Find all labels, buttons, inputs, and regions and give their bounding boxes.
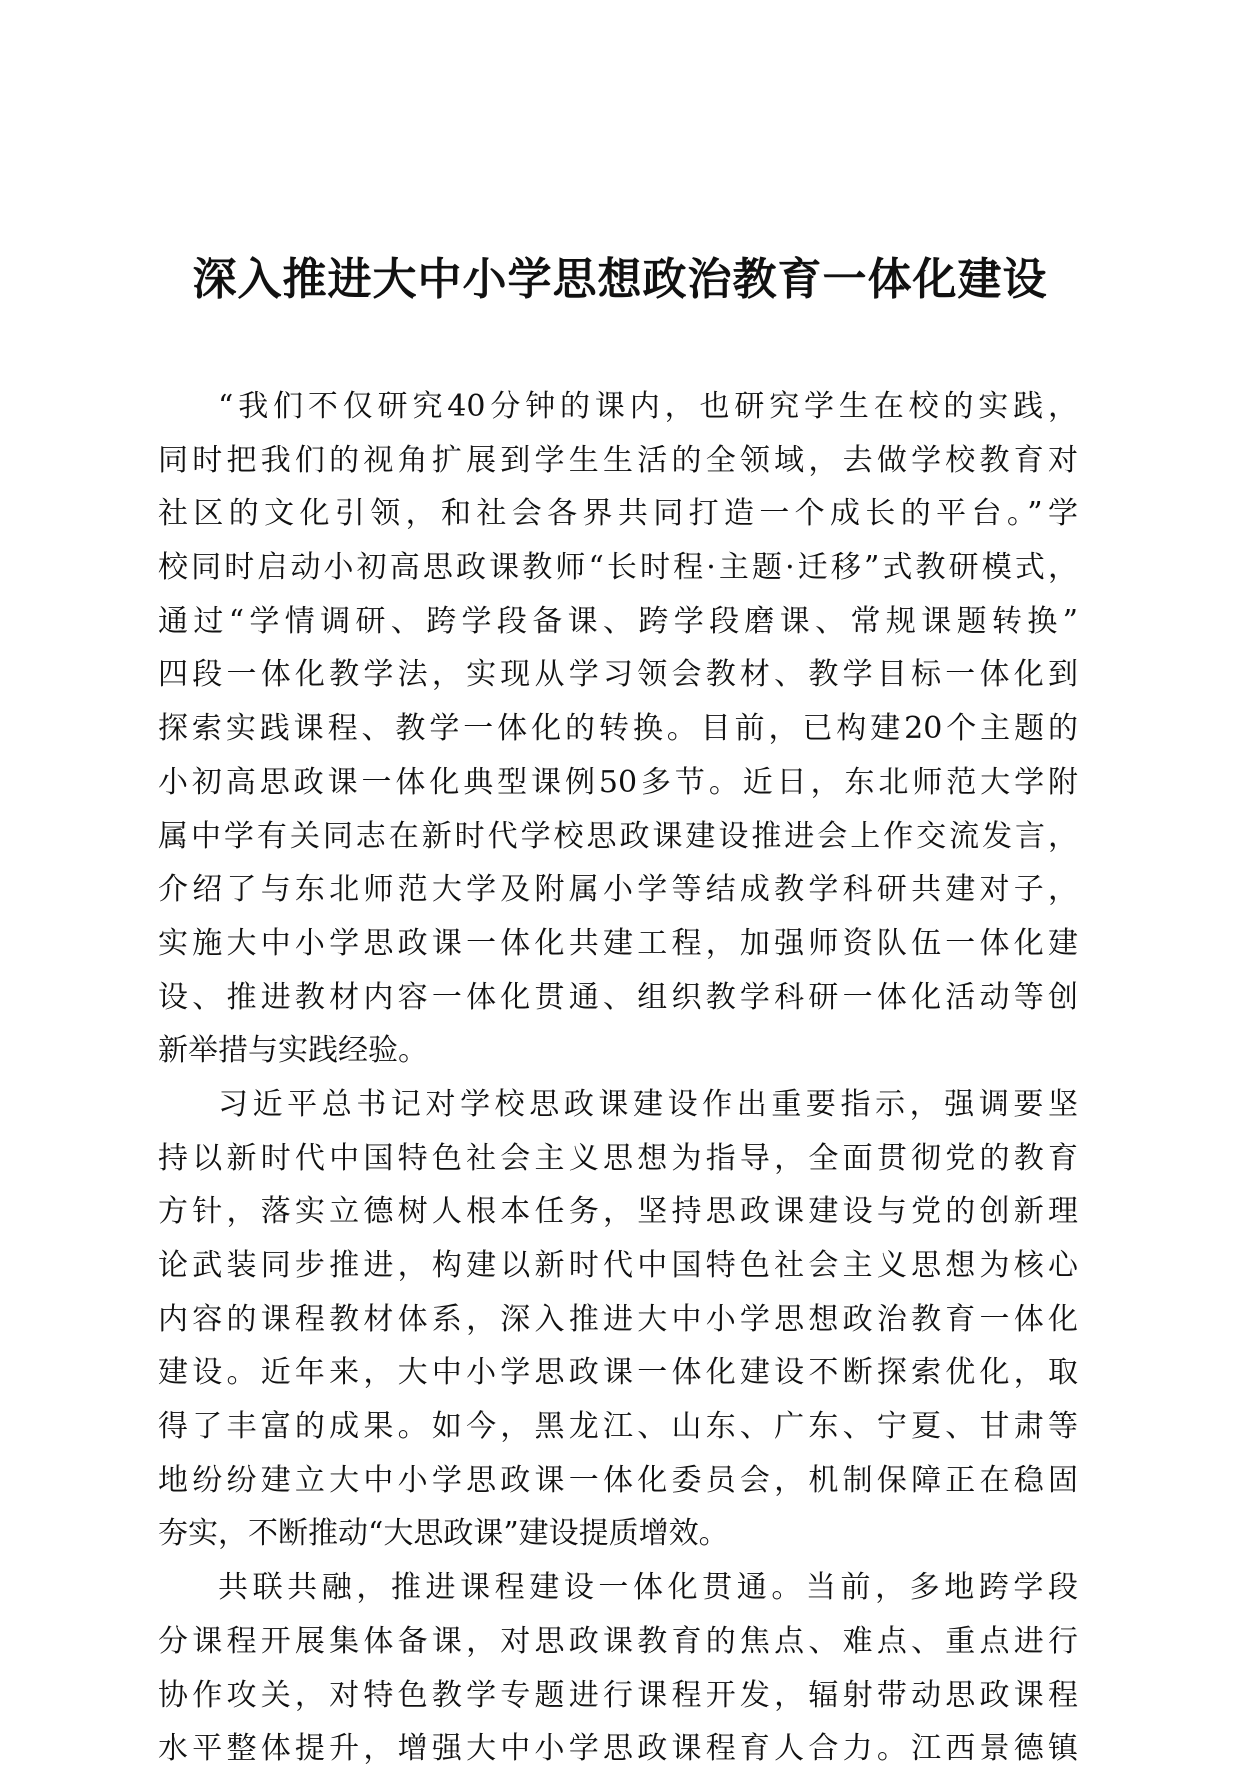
text-line: 属中学有关同志在新时代学校思政课建设推进会上作交流发言， (158, 818, 1078, 854)
text-line: 内容的课程教材体系，深入推进大中小学思想政治教育一体化 (158, 1301, 1078, 1337)
text-line: 通过“学情调研、跨学段备课、跨学段磨课、常规课题转换” (158, 603, 1078, 639)
text-line: 共联共融，推进课程建设一体化贯通。当前，多地跨学段 (218, 1570, 1078, 1606)
text-line: 四段一体化教学法，实现从学习领会教材、教学目标一体化到 (158, 657, 1078, 693)
text-line: 持以新时代中国特色社会主义思想为指导，全面贯彻党的教育 (158, 1140, 1078, 1176)
text-line: 夯实，不断推动“大思政课”建设提质增效。 (158, 1516, 729, 1552)
text-line: “我们不仅研究40分钟的课内，也研究学生在校的实践， (218, 389, 1078, 424)
text-line: 论武装同步推进，构建以新时代中国特色社会主义思想为核心 (158, 1248, 1078, 1283)
text-line: 探索实践课程、教学一体化的转换。目前，已构建20个主题的 (158, 711, 1078, 747)
text-line: 水平整体提升，增强大中小学思政课程育人合力。江西景德镇 (158, 1731, 1078, 1767)
text-line: 实施大中小学思政课一体化共建工程，加强师资队伍一体化建 (158, 925, 1078, 961)
text-line: 新举措与实践经验。 (158, 1033, 428, 1069)
text-line: 得了丰富的成果。如今，黑龙江、山东、广东、宁夏、甘肃等 (158, 1409, 1078, 1445)
text-line: 设、推进教材内容一体化贯通、组织教学科研一体化活动等创 (158, 979, 1078, 1015)
document-body (158, 380, 1078, 1776)
text-line: 地纷纷建立大中小学思政课一体化委员会，机制保障正在稳固 (158, 1462, 1078, 1498)
text-line: 习近平总书记对学校思政课建设作出重要指示，强调要坚 (218, 1086, 1078, 1122)
text-line: 协作攻关，对特色教学专题进行课程开发，辐射带动思政课程 (158, 1677, 1078, 1713)
text-line: 方针，落实立德树人根本任务，坚持思政课建设与党的创新理 (158, 1194, 1078, 1230)
document-title: 深入推进大中小学思想政治教育一体化建设 (192, 254, 1048, 305)
text-line: 小初高思政课一体化典型课例50多节。近日，东北师范大学附 (158, 764, 1078, 800)
text-line: 同时把我们的视角扩展到学生生活的全领域，去做学校教育对 (158, 442, 1078, 478)
text-line: 介绍了与东北师范大学及附属小学等结成教学科研共建对子， (158, 872, 1078, 908)
text-line: 校同时启动小初高思政课教师“长时程·主题·迁移”式教研模式， (158, 550, 1078, 586)
text-line: 建设。近年来，大中小学思政课一体化建设不断探索优化，取 (158, 1355, 1078, 1391)
text-line: 分课程开展集体备课，对思政课教育的焦点、难点、重点进行 (158, 1623, 1078, 1659)
text-line: 社区的文化引领，和社会各界共同打造一个成长的平台。”学 (158, 496, 1078, 532)
